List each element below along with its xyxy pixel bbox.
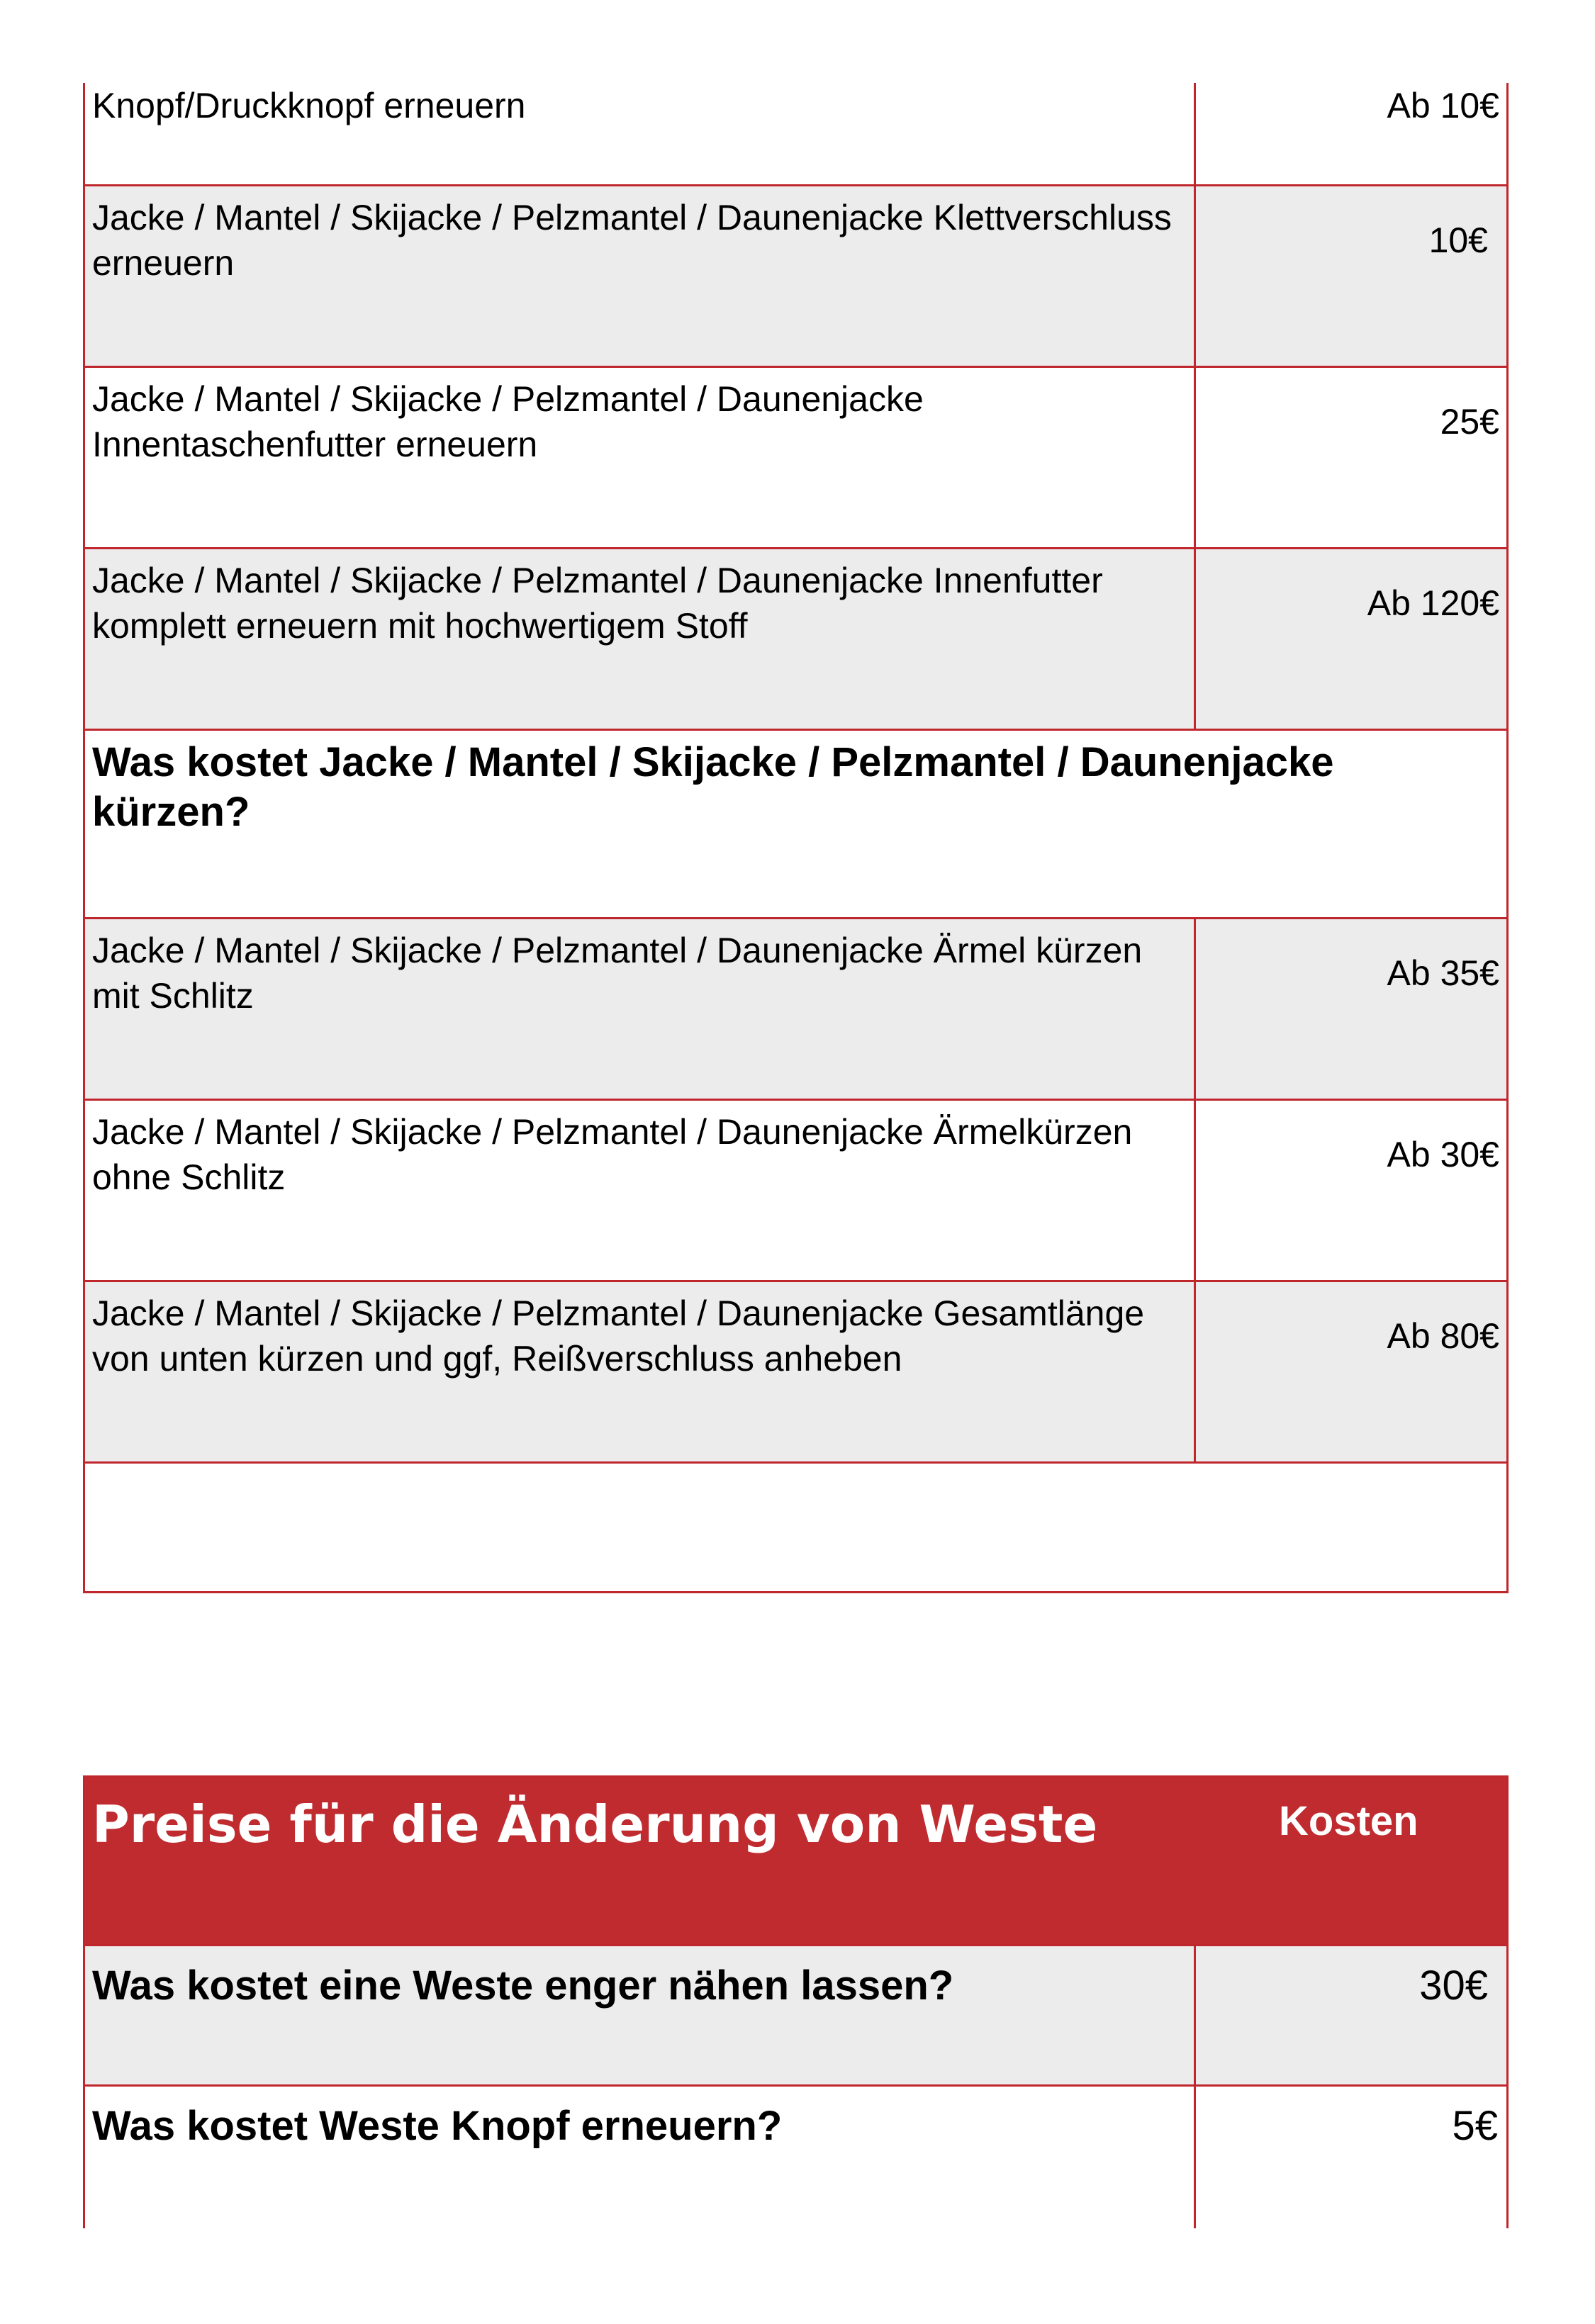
row-price: 5€ — [1194, 2087, 1506, 2228]
table-row — [85, 83, 1506, 186]
empty-row — [85, 1464, 1506, 1591]
row-question: Was kostet Weste Knopf erneuern? — [92, 2103, 783, 2149]
section-heading-row — [85, 731, 1506, 919]
row-price: Ab 35€ — [1194, 919, 1506, 1099]
table-row — [85, 549, 1506, 731]
table-header — [85, 1778, 1506, 1946]
table-row — [85, 1282, 1506, 1464]
row-price: 10€ — [1194, 186, 1506, 366]
row-description: Knopf/Druckknopf erneuern — [92, 86, 526, 125]
row-price: Ab 120€ — [1194, 549, 1506, 729]
row-price: Ab 30€ — [1194, 1101, 1506, 1280]
row-question: Was kostet eine Weste enger nähen lassen? — [92, 1963, 954, 2009]
row-price: Ab 10€ — [1194, 83, 1506, 184]
row-description: Jacke / Mantel / Skijacke / Pelzmantel / Daunenjacke Innenfutter komplett erneuern mit hochwertigem Stoff — [92, 561, 1103, 646]
table-row — [85, 919, 1506, 1101]
cost-column-header: Kosten — [1279, 1798, 1418, 1844]
row-price: Ab 80€ — [1194, 1282, 1506, 1461]
section-heading: Was kostet Jacke / Mantel / Skijacke / Pelzmantel / Daunenjacke kürzen? — [92, 739, 1334, 835]
table-row — [85, 1946, 1506, 2087]
row-price: 30€ — [1194, 1946, 1506, 2084]
row-price: 25€ — [1194, 368, 1506, 547]
row-description: Jacke / Mantel / Skijacke / Pelzmantel / Daunenjacke Klettverschluss erneuern — [92, 198, 1172, 283]
table-row — [85, 2087, 1506, 2228]
row-description: Jacke / Mantel / Skijacke / Pelzmantel / Daunenjacke Ärmel kürzen mit Schlitz — [92, 931, 1143, 1016]
row-description: Jacke / Mantel / Skijacke / Pelzmantel / Daunenjacke Innentaschenfutter erneuern — [92, 379, 924, 464]
price-table-jacket — [83, 83, 1509, 1593]
row-description: Jacke / Mantel / Skijacke / Pelzmantel / Daunenjacke Gesamtlänge von unten kürzen und ggf, Reißverschluss anheben — [92, 1293, 1145, 1379]
table-row — [85, 1101, 1506, 1282]
table-row — [85, 186, 1506, 368]
table-title: Preise für die Änderung von Weste — [92, 1795, 1098, 1854]
table-row — [85, 368, 1506, 549]
price-table-vest — [83, 1775, 1509, 2228]
row-description: Jacke / Mantel / Skijacke / Pelzmantel / Daunenjacke Ärmelkürzen ohne Schlitz — [92, 1112, 1133, 1197]
